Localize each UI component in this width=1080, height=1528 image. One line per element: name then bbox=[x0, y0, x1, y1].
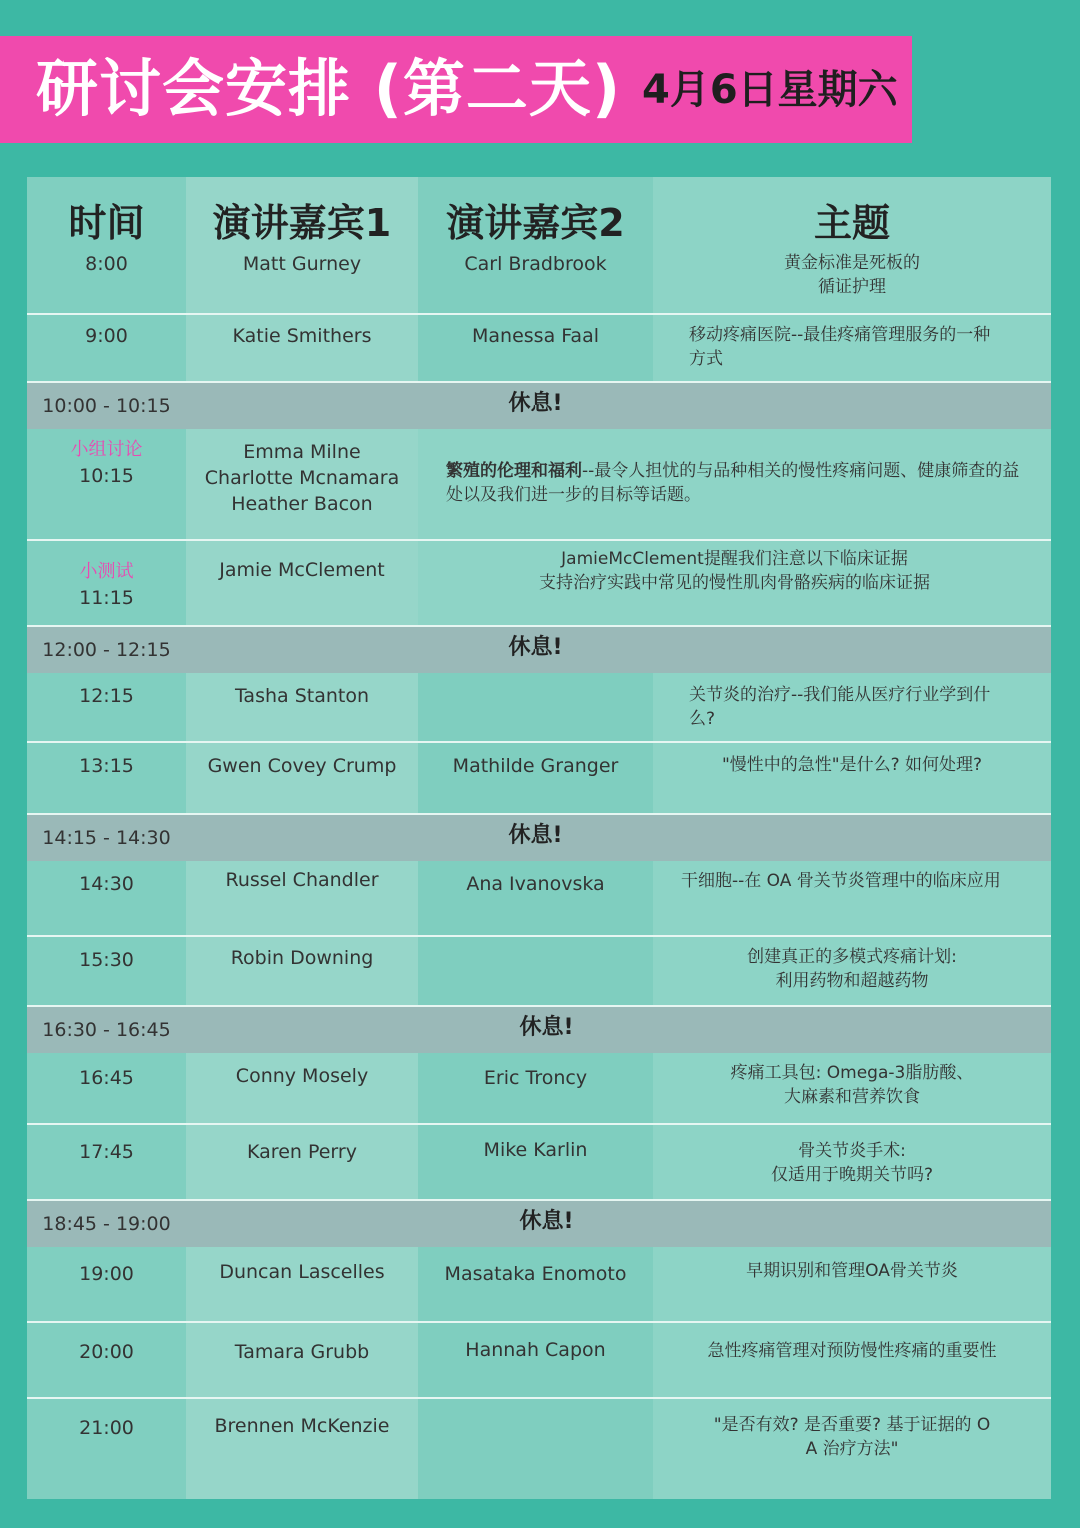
speaker2-cell: Masataka Enomoto bbox=[418, 1247, 653, 1321]
speaker1-cell: Duncan Lascelles bbox=[186, 1247, 418, 1321]
table-row bbox=[27, 1247, 1051, 1323]
topic-line: 大麻素和营养饮食 bbox=[784, 1087, 920, 1107]
time-cell: 16:30 - 16:45 bbox=[42, 1019, 171, 1041]
table-row bbox=[27, 1053, 1051, 1125]
table-row bbox=[27, 673, 1051, 743]
session-tag: 小测试 bbox=[79, 561, 134, 582]
table-row bbox=[27, 429, 1051, 541]
speaker1-cell: Jamie McClement bbox=[186, 541, 418, 625]
speaker2-cell bbox=[418, 937, 653, 1005]
schedule-table bbox=[27, 177, 1051, 1499]
speaker1-cell: Katie Smithers bbox=[186, 315, 418, 381]
table-row bbox=[27, 541, 1051, 627]
speaker1-cell: Brennen McKenzie bbox=[186, 1399, 418, 1499]
time-cell: 12:15 bbox=[27, 673, 186, 741]
break-label: 休息! bbox=[508, 635, 563, 660]
speaker1-cell: Charlotte Mcnamara bbox=[204, 467, 400, 489]
speaker2-cell: Mike Karlin bbox=[418, 1125, 653, 1199]
event-date: 4月6日星期六 bbox=[642, 67, 898, 113]
break-row bbox=[27, 383, 1051, 429]
speaker1-cell: Karen Perry bbox=[186, 1125, 418, 1199]
topic-line: 黄金标准是死板的 bbox=[784, 253, 920, 273]
topic-line: JamieMcClement提醒我们注意以下临床证据 bbox=[561, 549, 908, 569]
speaker1-cell: Tasha Stanton bbox=[186, 673, 418, 741]
break-row bbox=[27, 815, 1051, 861]
topic-line: 移动疼痛医院--最佳疼痛管理服务的一种 bbox=[689, 325, 991, 345]
topic-line: "慢性中的急性"是什么? 如何处理? bbox=[653, 743, 1051, 813]
speaker1-cell: Russel Chandler bbox=[186, 861, 418, 935]
speaker1-cell: Matt Gurney bbox=[242, 253, 362, 275]
break-row bbox=[27, 627, 1051, 673]
speaker2-cell: Ana Ivanovska bbox=[418, 861, 653, 935]
table-row bbox=[27, 315, 1051, 383]
speaker2-cell: Mathilde Granger bbox=[418, 743, 653, 813]
time-cell: 11:15 bbox=[79, 587, 134, 609]
speaker2-cell: Manessa Faal bbox=[418, 315, 653, 381]
speaker1-cell: Emma Milne bbox=[243, 441, 361, 463]
speaker1-cell: Conny Mosely bbox=[186, 1053, 418, 1123]
topic-line: 方式 bbox=[689, 349, 723, 369]
time-cell: 10:15 bbox=[79, 465, 134, 487]
topic-line: 么? bbox=[689, 709, 716, 729]
break-row bbox=[27, 1201, 1051, 1247]
time-cell: 14:30 bbox=[27, 861, 186, 935]
time-cell: 12:00 - 12:15 bbox=[42, 639, 171, 661]
time-cell: 21:00 bbox=[27, 1399, 186, 1499]
table-row bbox=[27, 861, 1051, 937]
table-row bbox=[27, 1125, 1051, 1201]
break-label: 休息! bbox=[508, 391, 563, 416]
column-header-time: 时间 bbox=[68, 201, 145, 245]
speaker1-cell: Robin Downing bbox=[186, 937, 418, 1005]
break-label: 休息! bbox=[519, 1209, 574, 1234]
topic-line: 早期识别和管理OA骨关节炎 bbox=[653, 1247, 1051, 1321]
topic-line: 循证护理 bbox=[818, 277, 886, 297]
table-row bbox=[27, 1323, 1051, 1399]
topic-line: 利用药物和超越药物 bbox=[775, 971, 929, 991]
time-cell: 13:15 bbox=[27, 743, 186, 813]
break-label: 休息! bbox=[519, 1015, 574, 1040]
table-row bbox=[27, 177, 1051, 315]
topic-rest: --最令人担忧的与品种相关的慢性疼痛问题、健康筛查的益处以及我们进一步的目标等话题。 bbox=[446, 461, 1020, 505]
topic-line: A 治疗方法" bbox=[805, 1439, 899, 1459]
page-title: 研讨会安排 (第二天) bbox=[36, 52, 622, 125]
column-header-topic: 主题 bbox=[813, 201, 890, 245]
time-cell: 17:45 bbox=[27, 1125, 186, 1199]
speaker2-cell: Carl Bradbrook bbox=[464, 253, 607, 275]
time-cell: 18:45 - 19:00 bbox=[42, 1213, 171, 1235]
topic-line: 干细胞--在 OA 骨关节炎管理中的临床应用 bbox=[653, 861, 1051, 935]
speaker2-cell bbox=[418, 1399, 653, 1499]
speaker2-cell bbox=[418, 673, 653, 741]
table-row bbox=[27, 1399, 1051, 1499]
time-cell: 20:00 bbox=[27, 1323, 186, 1397]
topic-line: 创建真正的多模式疼痛计划: bbox=[747, 947, 957, 967]
break-label: 休息! bbox=[508, 823, 563, 848]
table-row bbox=[27, 937, 1051, 1007]
topic-cell bbox=[418, 429, 1051, 539]
time-cell: 16:45 bbox=[27, 1053, 186, 1123]
topic-line: 骨关节炎手术: bbox=[798, 1141, 906, 1161]
time-cell: 8:00 bbox=[85, 253, 128, 275]
header-banner bbox=[0, 36, 912, 143]
topic-line: "是否有效? 是否重要? 基于证据的 O bbox=[713, 1415, 991, 1435]
time-cell: 9:00 bbox=[27, 315, 186, 381]
speaker1-cell: Heather Bacon bbox=[231, 493, 373, 515]
time-cell: 14:15 - 14:30 bbox=[42, 827, 171, 849]
speaker2-cell: Hannah Capon bbox=[418, 1323, 653, 1397]
speaker2-cell: Eric Troncy bbox=[418, 1053, 653, 1123]
table-row bbox=[27, 743, 1051, 815]
topic-bold: 繁殖的伦理和福利 bbox=[446, 461, 582, 481]
time-cell: 19:00 bbox=[27, 1247, 186, 1321]
column-header-speaker1: 演讲嘉宾1 bbox=[212, 201, 392, 245]
topic-line: 疼痛工具包: Omega-3脂肪酸、 bbox=[730, 1063, 974, 1083]
session-tag: 小组讨论 bbox=[70, 439, 143, 460]
break-row bbox=[27, 1007, 1051, 1053]
time-cell: 10:00 - 10:15 bbox=[42, 395, 171, 417]
speaker1-cell: Tamara Grubb bbox=[186, 1323, 418, 1397]
topic-line: 支持治疗实践中常见的慢性肌肉骨骼疾病的临床证据 bbox=[539, 573, 930, 593]
speaker1-cell: Gwen Covey Crump bbox=[186, 743, 418, 813]
time-cell: 15:30 bbox=[27, 937, 186, 1005]
topic-line: 急性疼痛管理对预防慢性疼痛的重要性 bbox=[653, 1323, 1051, 1397]
topic-line: 关节炎的治疗--我们能从医疗行业学到什 bbox=[689, 685, 991, 705]
column-header-speaker2: 演讲嘉宾2 bbox=[446, 201, 625, 245]
topic-line: 仅适用于晚期关节吗? bbox=[770, 1165, 934, 1185]
